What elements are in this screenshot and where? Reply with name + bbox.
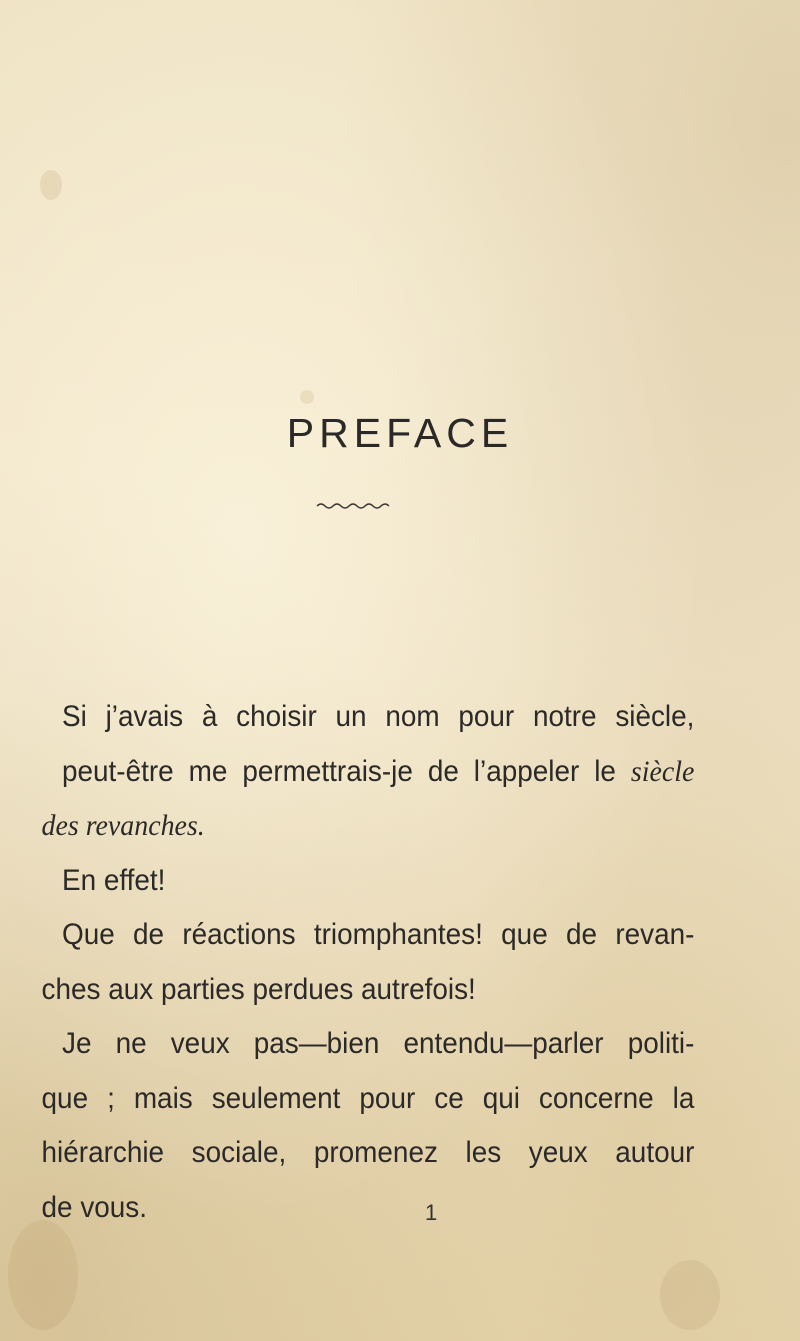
text-line: ches aux parties perdues autrefois! bbox=[41, 972, 476, 1006]
text-line: hiérarchie sociale, promenez les yeux autour bbox=[41, 1136, 695, 1169]
text-segment: peut-être me permettrais-je de l’appeler le bbox=[62, 754, 631, 788]
italic-segment: des revanches. bbox=[41, 809, 205, 842]
preface-body bbox=[41, 690, 695, 1235]
text-line bbox=[42, 799, 695, 854]
signature-mark: 1 bbox=[425, 1200, 438, 1225]
text-line: En effet! bbox=[62, 863, 166, 897]
text-line: Que de réactions triomphantes! que de revan- bbox=[62, 918, 695, 951]
text-line: que ; mais seulement pour ce qui concerne la bbox=[41, 1081, 695, 1115]
paper-stain bbox=[40, 170, 62, 200]
title-ornament bbox=[315, 500, 391, 512]
paper-stain bbox=[8, 1220, 78, 1330]
text-line bbox=[62, 745, 694, 800]
italic-segment: siècle bbox=[630, 754, 695, 788]
paper-stain bbox=[660, 1260, 720, 1330]
text-line: Si j’avais à choisir un nom pour notre siècle, bbox=[62, 700, 695, 733]
text-line: Je ne veux pas—bien entendu—parler politi- bbox=[62, 1027, 695, 1060]
text-line: de vous. bbox=[41, 1190, 148, 1224]
page-title: PREFACE bbox=[286, 410, 514, 456]
paper-stain bbox=[300, 390, 314, 404]
